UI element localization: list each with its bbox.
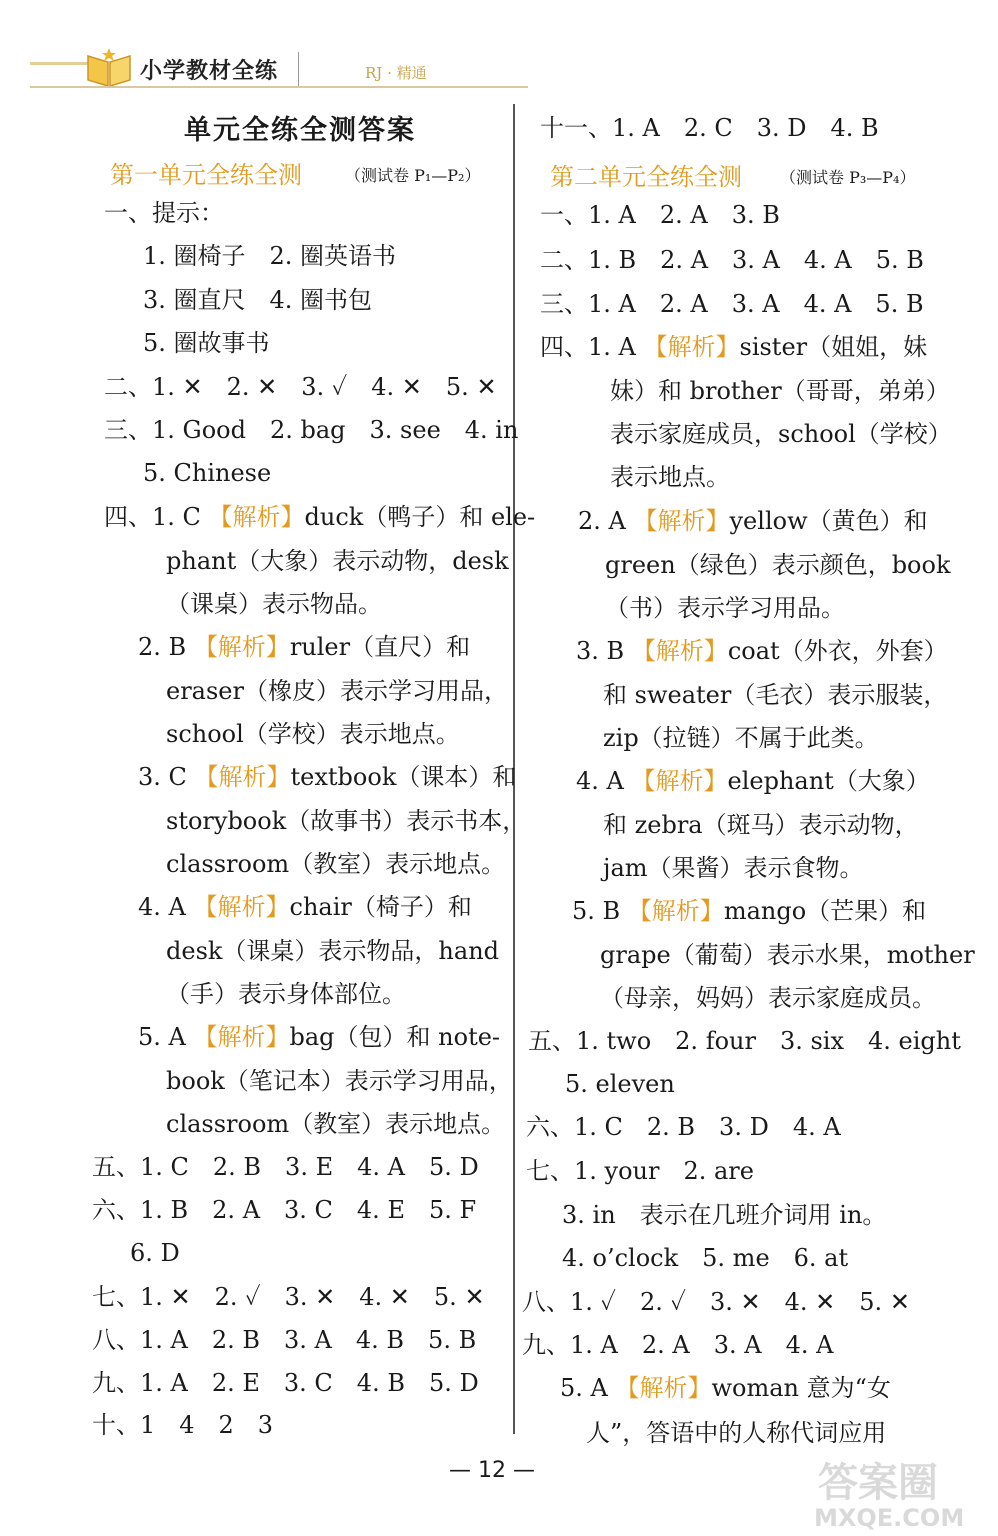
analysis-tag: 【解析】 <box>627 897 724 925</box>
answer-number: 4. A <box>138 893 186 921</box>
analysis-text: bag（包）和 note- <box>289 1023 501 1051</box>
analysis-tag: 【解析】 <box>193 633 290 661</box>
answer-line: 十、1 4 2 3 <box>92 1411 274 1439</box>
analysis-tag: 【解析】 <box>631 767 728 795</box>
answer-line: 5. 圈故事书 <box>143 329 270 357</box>
answer-number: 四、1. C <box>104 503 201 531</box>
answer-number: 2. A <box>578 507 626 535</box>
answer-line: 八、1. A 2. B 3. A 4. B 5. B <box>92 1326 477 1354</box>
answer-line: 表示地点。 <box>610 463 730 491</box>
answer-line: jam（果酱）表示食物。 <box>603 854 864 882</box>
answer-line: 二、1. B 2. A 3. A 4. A 5. B <box>540 246 924 274</box>
answer-line <box>560 1373 891 1403</box>
analysis-text: elephant（大象） <box>727 767 930 795</box>
analysis-text: yellow（黄色）和 <box>729 507 928 535</box>
answer-line <box>572 896 926 926</box>
answer-line: 九、1. A 2. A 3. A 4. A <box>522 1331 834 1359</box>
book-title: 小学教材全练 <box>140 59 279 84</box>
analysis-tag: 【解析】 <box>643 333 740 361</box>
answer-line: green（绿色）表示颜色，book <box>605 551 951 579</box>
analysis-text: woman 意为“女 <box>711 1374 891 1402</box>
analysis-tag: 【解析】 <box>208 503 305 531</box>
answer-line: 七、1. your 2. are <box>526 1157 754 1185</box>
answer-line: phant（大象）表示动物，desk <box>166 547 509 575</box>
answer-line: zip（拉链）不属于此类。 <box>603 724 879 752</box>
analysis-text: sister（姐姐，妹 <box>739 333 928 361</box>
answer-line: 三、1. A 2. A 3. A 4. A 5. B <box>540 290 924 318</box>
answer-line: 1. 圈椅子 2. 圈英语书 <box>143 242 397 270</box>
answer-line: 八、1. ✓ 2. ✓ 3. ✕ 4. ✕ 5. ✕ <box>522 1288 910 1316</box>
answer-line: 一、提示： <box>104 199 224 227</box>
answer-line: 4. o’clock 5. me 6. at <box>562 1244 849 1272</box>
page-heading: 单元全练全测答案 <box>184 115 416 146</box>
answer-line: 五、1. C 2. B 3. E 4. A 5. D <box>92 1153 479 1181</box>
answer-line: book（笔记本）表示学习用品， <box>166 1067 513 1095</box>
open-book-icon <box>84 46 134 88</box>
answer-line: 3. in 表示在几班介词用 in。 <box>562 1201 887 1229</box>
answer-line: 3. 圈直尺 4. 圈书包 <box>143 286 373 314</box>
header-divider <box>298 52 299 86</box>
answer-line: 二、1. ✕ 2. ✕ 3. ✓ 4. ✕ 5. ✕ <box>104 373 497 401</box>
answer-line: school（学校）表示地点。 <box>166 720 460 748</box>
analysis-text: ruler（直尺）和 <box>289 633 471 661</box>
answer-number: 四、1. A <box>540 333 636 361</box>
page-number: — 12 — <box>449 1458 535 1483</box>
analysis-tag: 【解析】 <box>193 893 290 921</box>
answer-line: 6. D <box>130 1239 180 1267</box>
unit2-title: 第二单元全练全测 <box>550 163 742 191</box>
answer-line <box>576 766 930 796</box>
header-accent-rule <box>30 62 90 65</box>
answer-line: 一、1. A 2. A 3. B <box>540 201 780 229</box>
answer-number: 5. A <box>560 1374 608 1402</box>
answer-number: 4. A <box>576 767 624 795</box>
unit1-title: 第一单元全练全测 <box>110 161 302 189</box>
answer-line <box>138 892 472 922</box>
answer-line: 妹）和 brother（哥哥，弟弟） <box>610 377 950 405</box>
answer-line: 三、1. Good 2. bag 3. see 4. in <box>104 416 519 444</box>
unit1-ref: （测试卷 P₁—P₂） <box>345 166 481 185</box>
analysis-text: mango（芒果）和 <box>723 897 927 925</box>
answer-line: 七、1. ✕ 2. ✓ 3. ✕ 4. ✕ 5. ✕ <box>92 1283 485 1311</box>
analysis-tag: 【解析】 <box>615 1374 712 1402</box>
page-header <box>0 0 998 100</box>
unit2-ref: （测试卷 P₃—P₄） <box>780 168 916 187</box>
analysis-text: duck（鸭子）和 ele- <box>304 503 536 531</box>
answer-line: （母亲，妈妈）表示家庭成员。 <box>600 984 936 1012</box>
watermark-url: MXQE.COM <box>814 1504 965 1532</box>
answer-line: classroom（教室）表示地点。 <box>166 1110 506 1138</box>
analysis-text: textbook（课本）和 <box>290 763 517 791</box>
answer-line: 5. eleven <box>565 1070 675 1098</box>
answer-line <box>138 762 516 792</box>
answer-line: desk（课桌）表示物品，hand <box>166 937 500 965</box>
edition-label: RJ · 精通 <box>365 64 427 82</box>
analysis-tag: 【解析】 <box>631 637 728 665</box>
answer-line <box>138 632 470 662</box>
answer-number: 3. C <box>138 763 187 791</box>
answer-line: classroom（教室）表示地点。 <box>166 850 506 878</box>
analysis-text: coat（外衣，外套） <box>727 637 948 665</box>
answer-line: 5. Chinese <box>143 459 272 487</box>
answer-line: 十一、1. A 2. C 3. D 4. B <box>540 114 879 142</box>
answer-line <box>104 502 535 532</box>
answer-line: （手）表示身体部位。 <box>166 980 406 1008</box>
analysis-tag: 【解析】 <box>633 507 730 535</box>
answer-line: grape（葡萄）表示水果，mother <box>600 941 975 969</box>
answer-line: 六、1. B 2. A 3. C 4. E 5. F <box>92 1196 477 1224</box>
answer-number: 5. A <box>138 1023 186 1051</box>
answer-number: 2. B <box>138 633 187 661</box>
answer-line: 九、1. A 2. E 3. C 4. B 5. D <box>92 1369 479 1397</box>
answer-line <box>540 332 927 362</box>
answer-line: storybook（故事书）表示书本， <box>166 807 527 835</box>
header-rule <box>30 86 528 88</box>
answer-line: 六、1. C 2. B 3. D 4. A <box>526 1113 841 1141</box>
answer-line: （课桌）表示物品。 <box>166 590 382 618</box>
watermark-logo <box>808 1452 990 1532</box>
answer-line <box>138 1022 500 1052</box>
answer-line <box>578 506 928 536</box>
analysis-tag: 【解析】 <box>194 763 291 791</box>
answer-line <box>576 636 948 666</box>
analysis-text: chair（椅子）和 <box>289 893 472 921</box>
answer-line: 和 sweater（毛衣）表示服装， <box>603 681 948 709</box>
answer-line: 和 zebra（斑马）表示动物， <box>603 811 919 839</box>
answer-line: 五、1. two 2. four 3. six 4. eight <box>528 1027 961 1055</box>
watermark-text: 答案圈 <box>818 1460 938 1506</box>
answer-line: eraser（橡皮）表示学习用品， <box>166 677 508 705</box>
answer-number: 3. B <box>576 637 625 665</box>
answer-line: 表示家庭成员，school（学校） <box>610 420 952 448</box>
answer-line: （书）表示学习用品。 <box>605 594 845 622</box>
answer-number: 5. B <box>572 897 621 925</box>
answer-line: 人”，答语中的人称代词应用 <box>586 1419 887 1447</box>
analysis-tag: 【解析】 <box>193 1023 290 1051</box>
